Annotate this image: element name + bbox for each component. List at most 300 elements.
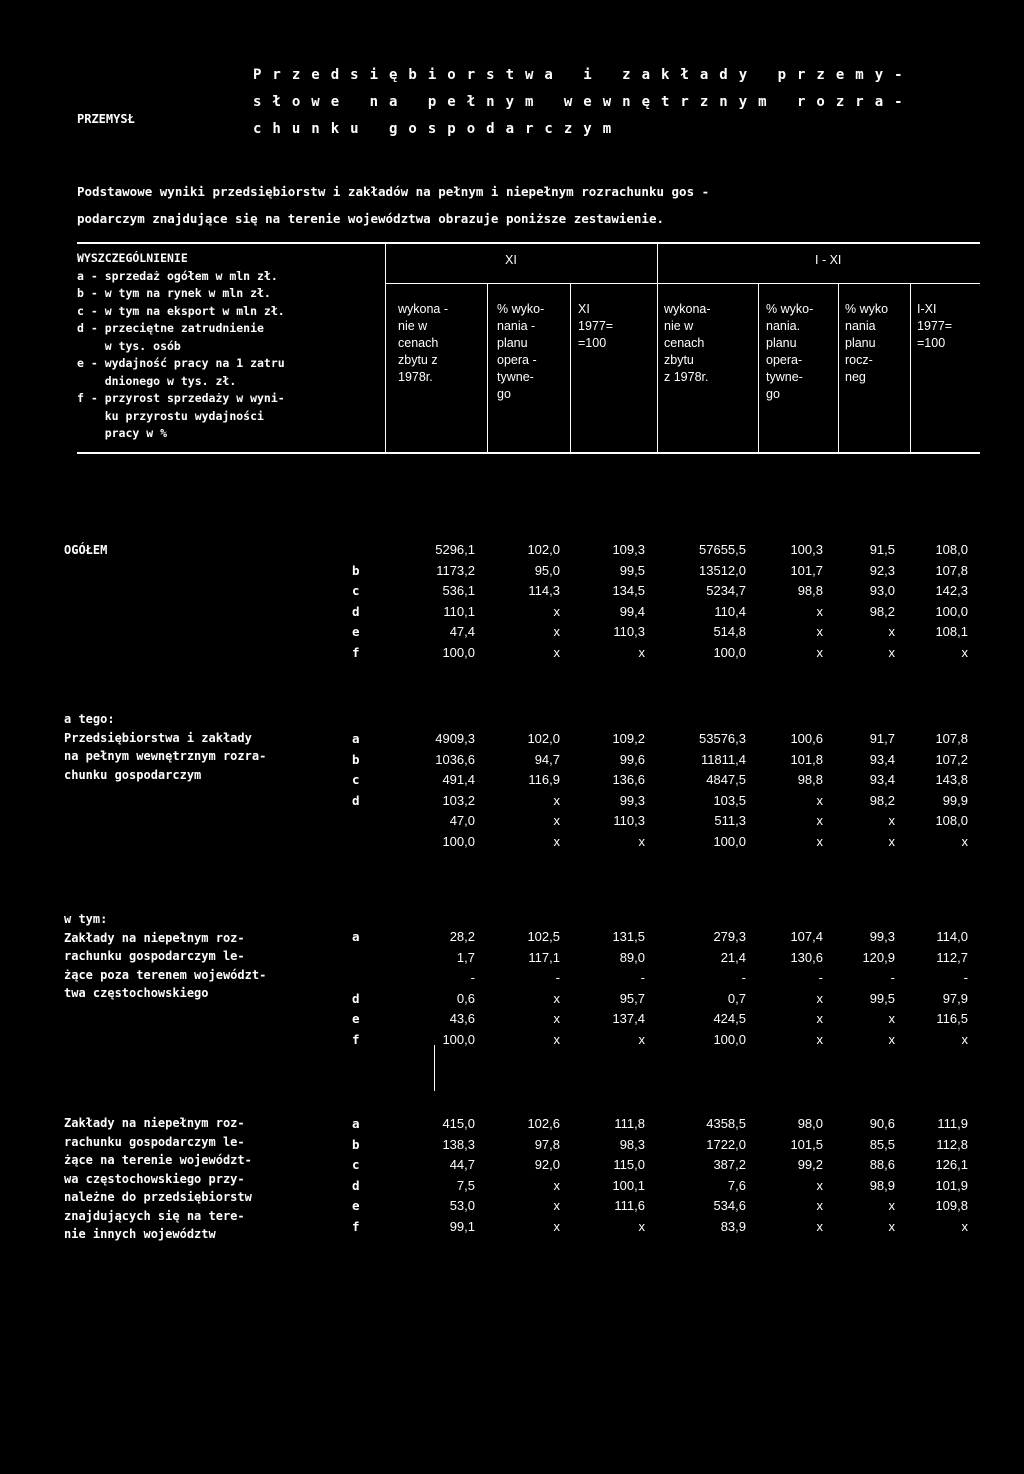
data-cell: 85,5 [869, 1136, 895, 1152]
section-label-line: wa częstochowskiego przy- [64, 1171, 245, 1186]
row-letter [352, 968, 360, 989]
row-letter: c [352, 772, 360, 787]
column-header-line: XI [578, 302, 590, 316]
data-cell: 89,0 [619, 949, 645, 965]
column-header-line: cenach [398, 336, 439, 350]
column-header-line: % wyko [845, 302, 889, 316]
intro-line: podarczym znajdujące się na terenie województwa obrazuje poniższe zestawienie. [77, 211, 664, 226]
data-cell: 97,8 [534, 1136, 560, 1152]
data-cell: x [888, 1011, 895, 1026]
data-cell: x [553, 603, 560, 619]
data-cell: 99,3 [869, 929, 895, 944]
data-column-3 [612, 1114, 645, 1237]
data-cell: 116,5 [936, 1011, 968, 1026]
row-letter: b [352, 562, 360, 578]
data-cell: x [961, 1218, 968, 1234]
data-cell: 93,4 [869, 751, 895, 767]
column-header-line: wykona- [664, 302, 711, 316]
data-cell: 415,0 [442, 1116, 475, 1131]
row-letter: a [352, 731, 360, 746]
data-cell: x [816, 792, 823, 808]
data-cell: 28,2 [449, 929, 475, 944]
data-column-4 [713, 927, 746, 1050]
data-cell: 98,3 [619, 1136, 645, 1152]
column-header-line: tywne- [766, 370, 803, 384]
data-column-7 [935, 729, 968, 852]
section-label [64, 710, 266, 784]
col-divider [910, 283, 911, 452]
stub-line: ku przyrostu wydajności [77, 408, 264, 423]
data-cell: 100,0 [713, 644, 746, 660]
section-label-line: OGÓŁEM [64, 543, 108, 557]
section-label-line: Przedsiębiorstwa i zakłady [64, 730, 252, 745]
stub-line: f - przyrost sprzedaży w wyni- [77, 391, 285, 405]
column-header-line: nania [845, 319, 876, 333]
data-column-2 [527, 1114, 560, 1237]
data-cell: x [553, 990, 560, 1006]
data-cell: 98,8 [797, 583, 823, 598]
data-cell: 102,5 [527, 929, 560, 944]
col-divider [570, 283, 571, 452]
data-cell: 101,5 [790, 1136, 823, 1152]
heading-line: słowe na pełnym wewnętrznym rozra- [253, 94, 914, 110]
data-cell: 110,3 [613, 624, 645, 639]
data-column-1 [435, 540, 475, 663]
data-cell: 4909,3 [435, 731, 475, 746]
column-header-6 [845, 301, 888, 386]
data-cell: 47,0 [449, 813, 475, 828]
section-label-line: chunku gospodarczym [64, 767, 202, 782]
data-cell: 101,8 [790, 751, 823, 767]
data-cell: 100,0 [713, 833, 746, 849]
data-cell: 114,0 [936, 929, 968, 944]
data-cell: x [888, 644, 895, 660]
data-cell: x [638, 1031, 645, 1047]
data-cell: 134,5 [612, 583, 645, 598]
data-cell: 138,3 [442, 1136, 475, 1152]
data-column-6 [870, 540, 895, 663]
row-letter: d [352, 792, 360, 808]
data-column-2 [527, 540, 560, 663]
data-cell: 514,8 [713, 624, 746, 639]
data-cell: x [553, 624, 560, 639]
data-column-5 [790, 729, 823, 852]
stub-line: e - wydajność pracy na 1 zatru [77, 356, 285, 370]
col-divider [487, 283, 488, 452]
data-column-6 [862, 927, 895, 1050]
data-cell: 387,2 [713, 1157, 746, 1172]
data-column-5 [790, 927, 823, 1050]
data-cell: 142,3 [935, 583, 968, 598]
row-letter [352, 832, 360, 853]
data-column-1 [442, 927, 475, 1050]
data-cell: 99,3 [619, 792, 645, 808]
data-cell: 111,8 [614, 1116, 645, 1131]
stub-line: c - w tym na eksport w mln zł. [77, 303, 285, 318]
data-column-6 [870, 1114, 895, 1237]
heading-line: chunku gospodarczym [253, 121, 623, 137]
row-letter: f [352, 1031, 360, 1047]
data-cell: 110,3 [613, 813, 645, 828]
data-cell: 114,3 [528, 583, 560, 598]
data-cell: - [818, 970, 823, 985]
data-cell: x [888, 833, 895, 849]
heading-line: Przedsiębiorstwa i zakłady przemy- [253, 67, 914, 83]
data-cell: x [888, 1031, 895, 1047]
section-label [64, 1114, 252, 1244]
data-cell: 0,6 [456, 990, 475, 1006]
column-header-line: % wyko- [497, 302, 545, 316]
data-column-6 [870, 729, 895, 852]
data-cell: x [553, 1011, 560, 1026]
section-label: PRZEMYSŁ [77, 112, 135, 126]
data-cell: - [555, 970, 560, 985]
table-top-rule [77, 242, 980, 244]
data-cell: x [961, 1031, 968, 1047]
column-header-line: neg [845, 370, 866, 384]
row-letter [352, 811, 360, 832]
section-label-line: Zakłady na niepełnym roz- [64, 930, 245, 945]
data-cell: 0,7 [727, 990, 746, 1006]
group-header-i-xi: I - XI [815, 253, 842, 267]
data-cell: 110,1 [443, 603, 475, 619]
row-letters [352, 729, 360, 852]
data-cell: 102,6 [527, 1116, 560, 1131]
column-header-line: rocz- [845, 353, 873, 367]
data-cell: 279,3 [713, 929, 746, 944]
data-cell: x [553, 644, 560, 660]
column-header-line: wykona - [398, 302, 449, 316]
data-cell: 93,0 [869, 583, 895, 598]
data-cell: x [816, 1218, 823, 1234]
data-cell: 424,5 [713, 1011, 746, 1026]
data-cell: x [816, 644, 823, 660]
data-cell: 98,9 [869, 1177, 895, 1193]
data-column-2 [527, 927, 560, 1050]
data-cell: 107,4 [790, 929, 823, 944]
column-header-line: cenach [664, 336, 705, 350]
column-header-line: zbytu [664, 353, 694, 367]
column-header-line: opera - [497, 353, 537, 367]
column-header-line: % wyko- [766, 302, 814, 316]
data-cell: 137,4 [612, 1011, 645, 1026]
data-cell: 47,4 [449, 624, 475, 639]
column-header-line: zbytu z [398, 353, 438, 367]
data-cell: x [553, 1198, 560, 1213]
column-header-1 [398, 301, 448, 386]
stub-line: b - w tym na rynek w mln zł. [77, 286, 271, 300]
row-letter: d [352, 990, 360, 1006]
data-cell: 111,9 [937, 1116, 968, 1131]
row-letter: c [352, 583, 360, 598]
data-cell: 101,7 [790, 562, 823, 578]
col-divider [758, 283, 759, 452]
data-cell: 130,6 [790, 949, 823, 965]
data-cell: - [640, 970, 645, 985]
data-cell: 100,0 [442, 833, 475, 849]
data-cell: 143,8 [935, 772, 968, 787]
data-cell: x [553, 792, 560, 808]
data-cell: 99,5 [619, 562, 645, 578]
row-letter: b [352, 751, 360, 767]
data-cell: 92,0 [534, 1157, 560, 1172]
data-cell: 102,0 [527, 731, 560, 746]
data-cell: 7,5 [456, 1177, 475, 1193]
col-divider [385, 244, 386, 452]
data-cell: 1036,6 [435, 751, 475, 767]
data-cell: x [961, 833, 968, 849]
data-column-1 [442, 1114, 475, 1237]
data-cell: 4847,5 [706, 772, 746, 787]
column-header-line: planu [766, 336, 797, 350]
data-cell: x [816, 813, 823, 828]
data-cell: 99,2 [797, 1157, 823, 1172]
data-cell: 100,6 [790, 731, 823, 746]
data-cell: 98,2 [869, 603, 895, 619]
row-letter: a [352, 1116, 360, 1131]
data-cell: 90,6 [869, 1116, 895, 1131]
stub-line: dnionego w tys. zł. [77, 373, 237, 388]
data-cell: 103,5 [713, 792, 746, 808]
data-cell: 91,5 [869, 542, 895, 557]
column-header-line: nania - [497, 319, 536, 333]
data-column-7 [935, 540, 968, 663]
data-column-4 [699, 729, 746, 852]
data-cell: 117,1 [528, 949, 560, 965]
row-letter: d [352, 603, 360, 619]
data-cell: x [961, 644, 968, 660]
data-cell: 44,7 [449, 1157, 475, 1172]
column-header-5 [766, 301, 813, 403]
data-cell: 98,2 [869, 792, 895, 808]
data-cell: 534,6 [713, 1198, 746, 1213]
data-cell: 53576,3 [699, 731, 746, 746]
row-letter [352, 540, 360, 561]
group-header-rule [385, 283, 980, 284]
data-cell: 93,4 [869, 772, 895, 787]
data-cell: 108,1 [935, 624, 968, 639]
data-cell: 99,6 [619, 751, 645, 767]
stub-line: a - sprzedaż ogółem w mln zł. [77, 268, 278, 283]
row-letters [352, 540, 360, 663]
data-column-4 [706, 1114, 746, 1237]
data-cell: 1173,2 [436, 562, 475, 578]
data-column-5 [790, 1114, 823, 1237]
data-cell: 99,4 [619, 603, 645, 619]
data-cell: 100,3 [790, 542, 823, 557]
data-cell: 107,8 [935, 731, 968, 746]
data-cell: 97,9 [942, 990, 968, 1006]
section-label-line: twa częstochowskiego [64, 986, 209, 1000]
data-cell: x [888, 624, 895, 639]
section-label [64, 540, 107, 560]
data-cell: 112,7 [936, 949, 968, 965]
data-cell: x [553, 1031, 560, 1047]
data-cell: 57655,5 [699, 542, 746, 557]
data-cell: 111,6 [614, 1198, 645, 1213]
data-cell: - [470, 970, 475, 985]
data-cell: 107,8 [935, 562, 968, 578]
page-heading [253, 62, 914, 143]
column-header-line: =100 [578, 336, 607, 350]
data-cell: 108,0 [935, 813, 968, 828]
data-column-3 [612, 540, 645, 663]
table-header-bottom-rule [77, 452, 980, 454]
section-label-line: żące poza terenem województ- [64, 967, 267, 982]
data-cell: 100,0 [713, 1031, 746, 1047]
data-cell: - [963, 970, 968, 985]
data-cell: x [638, 833, 645, 849]
column-header-line: go [497, 387, 511, 401]
data-cell: 116,9 [528, 772, 560, 787]
data-cell: 83,9 [720, 1218, 746, 1234]
row-letter: c [352, 1157, 360, 1172]
data-cell: 4358,5 [706, 1116, 746, 1131]
row-letter: e [352, 1011, 360, 1026]
data-column-1 [435, 729, 475, 852]
section-label-line: w tym: [64, 912, 108, 926]
data-cell: 102,0 [527, 542, 560, 557]
row-letters [352, 1114, 360, 1237]
column-header-2 [497, 301, 544, 403]
data-cell: 11811,4 [700, 751, 746, 767]
data-cell: 1722,0 [706, 1136, 746, 1152]
data-cell: x [816, 833, 823, 849]
data-cell: x [816, 1198, 823, 1213]
data-cell: 115,0 [613, 1157, 645, 1172]
row-letter: e [352, 624, 360, 639]
data-cell: 131,5 [612, 929, 645, 944]
data-cell: 98,0 [797, 1116, 823, 1131]
data-cell: 101,9 [935, 1177, 968, 1193]
section-label-line: nie innych województw [64, 1227, 216, 1241]
column-header-line: z 1978r. [664, 370, 709, 384]
data-cell: 99,9 [942, 792, 968, 808]
data-cell: 98,8 [797, 772, 823, 787]
column-header-3 [578, 301, 613, 352]
data-column-7 [936, 927, 968, 1050]
data-cell: - [741, 970, 746, 985]
data-cell: 126,1 [935, 1157, 968, 1172]
data-cell: 13512,0 [699, 562, 746, 578]
data-cell: 91,7 [869, 731, 895, 746]
column-header-7 [917, 301, 952, 352]
stub-line: pracy w % [77, 426, 168, 440]
data-cell: 95,7 [619, 990, 645, 1006]
data-column-4 [699, 540, 746, 663]
data-cell: x [888, 813, 895, 828]
column-header-line: 1978r. [398, 370, 433, 384]
column-header-line: =100 [917, 336, 946, 350]
column-header-line: go [766, 387, 780, 401]
column-header-4 [664, 301, 711, 386]
data-cell: x [816, 1177, 823, 1193]
column-header-line: tywne- [497, 370, 534, 384]
data-cell: 21,4 [720, 949, 746, 965]
data-column-7 [935, 1114, 968, 1237]
data-cell: x [553, 813, 560, 828]
column-header-line: nania. [766, 319, 801, 333]
data-cell: x [816, 1011, 823, 1026]
section-label-line: na pełnym wewnętrznym rozra- [64, 749, 267, 763]
data-cell: 109,8 [935, 1198, 968, 1213]
data-column-3 [612, 927, 645, 1050]
row-letter: a [352, 929, 360, 944]
row-letter: f [352, 644, 360, 660]
data-cell: 5296,1 [435, 542, 475, 557]
column-header-line: planu [497, 336, 528, 350]
data-cell: 109,2 [612, 731, 645, 746]
data-cell: 100,0 [442, 644, 475, 660]
section-label [64, 910, 266, 1003]
data-cell: 43,6 [449, 1011, 475, 1026]
column-header-line: 1977= [917, 319, 953, 333]
stub-line: w tys. osób [77, 338, 181, 353]
data-cell: x [816, 624, 823, 639]
margin-stroke [434, 1045, 435, 1091]
section-label-line: rachunku gospodarczym le- [64, 949, 245, 963]
data-cell: - [890, 970, 895, 985]
data-column-2 [527, 729, 560, 852]
data-cell: x [816, 1031, 823, 1047]
row-letter [352, 948, 360, 969]
data-cell: 103,2 [442, 792, 475, 808]
data-cell: 100,0 [935, 603, 968, 619]
data-cell: x [553, 833, 560, 849]
data-cell: 53,0 [449, 1198, 475, 1213]
data-column-3 [612, 729, 645, 852]
section-label-line: Zakłady na niepełnym roz- [64, 1116, 245, 1130]
data-cell: 7,6 [727, 1177, 746, 1193]
column-header-line: nie w [398, 319, 428, 333]
stub-line: WYSZCZEGÓLNIENIE [77, 251, 188, 265]
data-cell: 1,7 [456, 949, 475, 965]
data-cell: x [888, 1198, 895, 1213]
row-letters [352, 927, 360, 1050]
data-cell: 136,6 [612, 772, 645, 787]
section-label-line: rachunku gospodarczym le- [64, 1134, 245, 1149]
data-cell: 99,5 [869, 990, 895, 1006]
column-header-line: I-XI [917, 302, 937, 316]
row-letter: d [352, 1177, 360, 1193]
data-cell: x [816, 603, 823, 619]
col-divider [657, 244, 658, 452]
section-label-line: żące na terenie województ- [64, 1153, 252, 1167]
column-header-line: nie w [664, 319, 694, 333]
data-cell: x [638, 1218, 645, 1234]
data-cell: x [816, 990, 823, 1006]
data-cell: x [553, 1218, 560, 1234]
data-cell: 491,4 [442, 772, 475, 787]
data-cell: 108,0 [935, 542, 968, 557]
data-cell: 99,1 [449, 1218, 475, 1234]
group-header-xi: XI [505, 253, 517, 267]
col-divider [838, 283, 839, 452]
section-label-line: znajdujących się na tere- [64, 1208, 245, 1223]
data-cell: 110,4 [714, 603, 746, 619]
data-cell: 107,2 [935, 751, 968, 767]
row-letter: f [352, 1218, 360, 1234]
data-cell: x [888, 1218, 895, 1234]
data-cell: 5234,7 [706, 583, 746, 598]
column-header-line: 1977= [578, 319, 614, 333]
data-cell: 94,7 [534, 751, 560, 767]
data-cell: 92,3 [869, 562, 895, 578]
data-cell: 511,3 [714, 813, 746, 828]
data-cell: 88,6 [869, 1157, 895, 1172]
intro-text [77, 178, 709, 232]
column-header-line: opera- [766, 353, 803, 367]
